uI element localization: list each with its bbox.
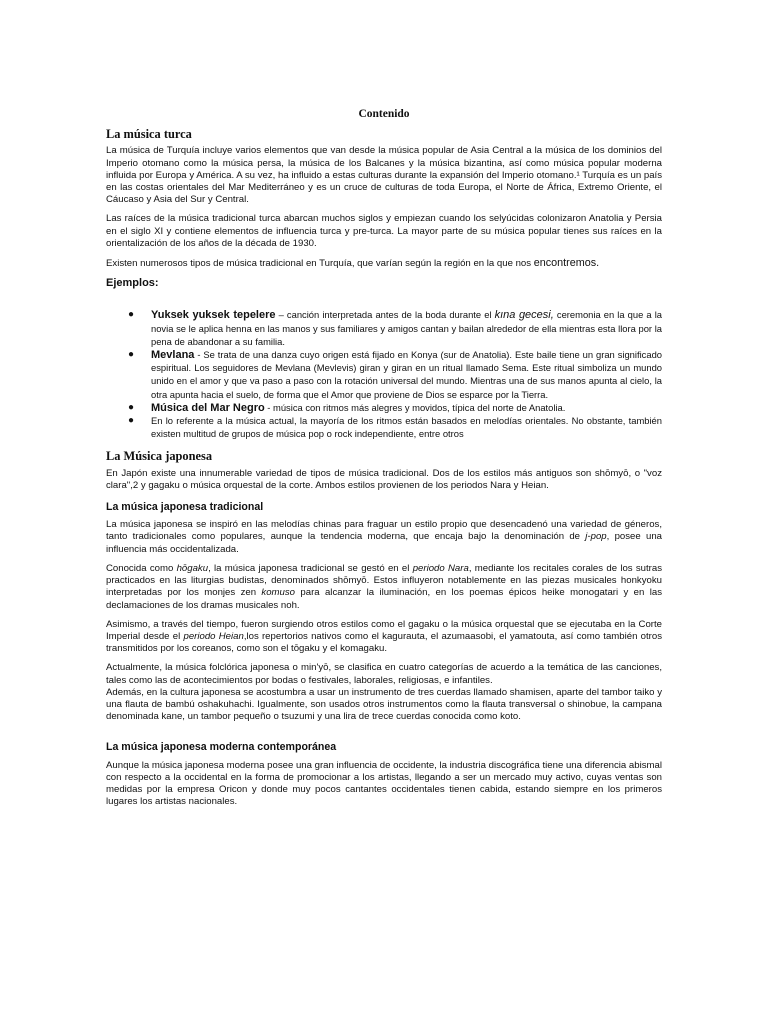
paragraph: Existen numerosos tipos de música tradicional en Turquía, que varían según la región en la que nos encontremos. xyxy=(106,257,600,270)
list-item: ● En lo referente a la música actual, la mayoría de los ritmos están basados en melodías orientales. No obstante, también existen multitud de grupos de música pop o rock independiente, entre otros xyxy=(128,415,662,440)
section-heading-turca: La música turca xyxy=(106,127,192,142)
paragraph: Asimismo, a través del tiempo, fueron surgiendo otros estilos como el gagaku o la música orquestal que se ejecutaba en la Corte Imperial desde el periodo Heian,los repertorios nativos como el kagurauta, el azumaasobi, el yamatouta, así como también otros transmitidos por los coreanos, como son el tōgaku y el komagaku. xyxy=(106,618,662,655)
bullet-icon: ● xyxy=(128,349,135,361)
section-heading-moderna: La música japonesa moderna contemporánea xyxy=(106,741,337,754)
document-title: Contenido xyxy=(358,108,410,120)
paragraph: Aunque la música japonesa moderna posee una gran influencia de occidente, la industria discográfica tiene una diferencia abismal con respecto a la occidental en la forma de promocionar a los artistas, llegando a ser un mercado muy activo, cuyas ventas son medidas por la empresa Oricon y donde muy pocos cantantes occidentales tienen cabida, estando siempre en los primeros lugares los artistas nacionales. xyxy=(106,759,662,808)
paragraph: La música de Turquía incluye varios elementos que van desde la música popular de Asia Central a la música de los dominios del Imperio otomano como la música persa, la música de los Balcanes y la música bizantina, así como música popular moderna influida por Europa y América. A su vez, ha influido a estas culturas durante la expansión del Imperio otomano.¹ Turquía es un país en las costas orientales del Mar Mediterráneo y es un cruce de culturas de toda Europa, el Norte de África, Extremo Oriente, el Cáucaso y Asia del Sur y Central. xyxy=(106,145,662,206)
paragraph: Además, en la cultura japonesa se acostumbra a usar un instrumento de tres cuerdas llamado shamisen, aparte del tambor taiko y una flauta de bambú oshakuhachi. Igualmente, son usados otros instrumentos como la flauta transversal o shinobue, la campana denominada kane, un tambor pequeño o tsuzumi y una lira de trece cuerdas conocida como koto. xyxy=(106,686,662,723)
section-heading-tradicional: La música japonesa tradicional xyxy=(106,501,264,514)
paragraph: La música japonesa se inspiró en las melodías chinas para fraguar un estilo propio que desencadenó una variedad de géneros, tanto tradicionales como populares, aunque la tendencia moderna, que encaja bajo la denominación de j-pop, posee una influencia más occidentalizada. xyxy=(106,519,662,555)
bullet-icon: ● xyxy=(128,415,135,427)
paragraph: En Japón existe una innumerable variedad de tipos de música tradicional. Dos de los estilos más antiguos son shōmyō, o "voz clara",2 y gagaku o música orquestal de la corte. Ambos estilos provienen de los periodos Nara y Heian. xyxy=(106,467,662,491)
section-heading-japonesa: La Música japonesa xyxy=(106,449,213,464)
bullet-icon: ● xyxy=(128,309,135,321)
list-item: ● Música del Mar Negro - música con ritmos más alegres y movidos, típica del norte de Anatolia. xyxy=(128,401,566,414)
document-page xyxy=(106,104,662,815)
paragraph: Las raíces de la música tradicional turca abarcan muchos siglos y empiezan cuando los selyúcidas colonizaron Anatolia y Persia en el siglo XI y contiene elementos de influencia turca y pre-turca. La mayor parte de su música popular tienes sus raíces en la orientalización de los años de la década de 1930. xyxy=(106,213,662,249)
examples-list xyxy=(106,309,662,441)
paragraph: Actualmente, la música folclórica japonesa o min'yō, se clasifica en cuatro categorías de acuerdo a la temática de las canciones, tales como las de acontecimientos por bodas o festivales, laborales, religiosas, e infantiles. xyxy=(106,662,662,686)
list-item: ● Yuksek yuksek tepelere – canción interpretada antes de la boda durante el kına gecesi, ceremonia en la que a la novia se le aplica henna en las manos y sus familiares y amigos cantan y bailan alrededor de ella mientras esta llora por la pena de abandonar a su familia. xyxy=(128,309,663,347)
list-item: ● Mevlana - Se trata de una danza cuyo origen está fijado en Konya (sur de Anatolia). Este baile tiene un gran significado espiritual. Los seguidores de Mevlana (Mevlevis) giran y giran en un ritual llamado Sema. Este ritual simboliza un mundo unido en el amor y que va paso a paso con la rotación universal del mundo. Mientras una de sus manos apunta al cielo, la otra apunta hacia el suelo, de forma que el Amor que proviene de Dios se esparce por la Tierra. xyxy=(128,349,662,400)
examples-heading: Ejemplos: xyxy=(106,277,159,290)
bullet-icon: ● xyxy=(128,401,135,413)
paragraph: Conocida como hōgaku, la música japonesa tradicional se gestó en el periodo Nara, mediante los recitales corales de los sutras practicados en las liturgias budistas, denominados shōmyō. Estos influyeron notablemente en las piezas musicales honkyoku interpretadas por los monjes zen komuso para alcanzar la iluminación, en los poemas épicos heike monogatari y en las declamaciones de los dramas musicales noh. xyxy=(106,562,663,611)
